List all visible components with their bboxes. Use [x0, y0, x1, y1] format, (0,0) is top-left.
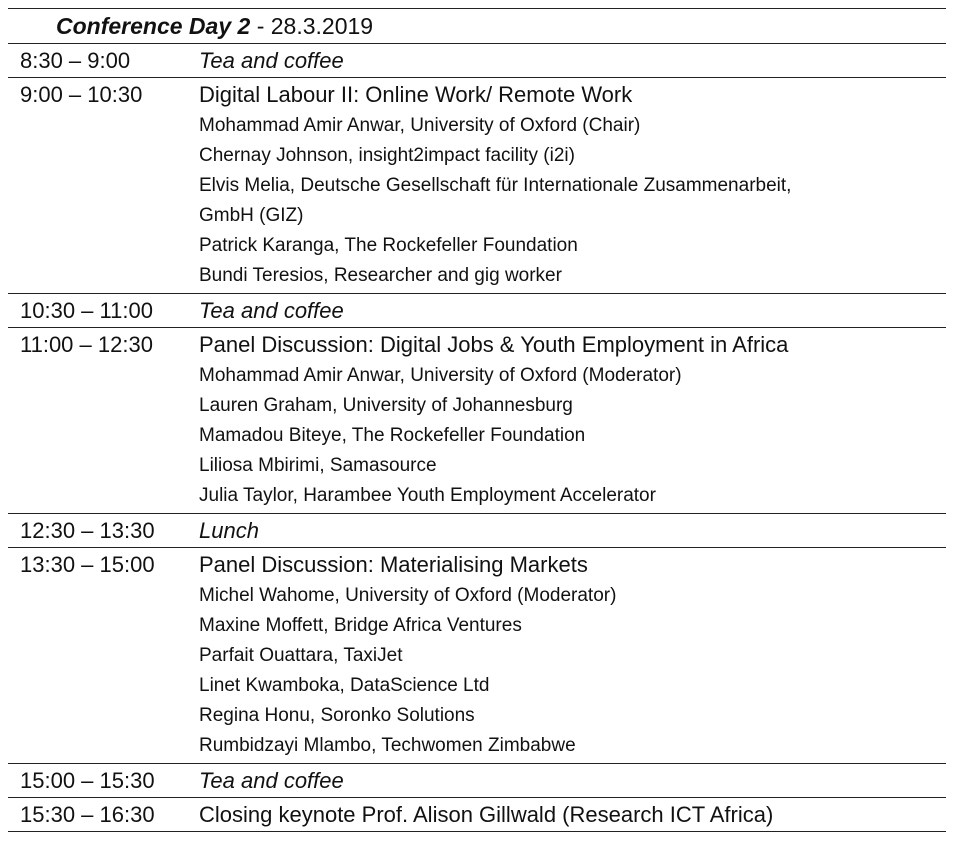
speaker-item: Mamadou Biteye, The Rockefeller Foundation [199, 425, 586, 446]
session-row [8, 513, 946, 547]
speaker-item: Patrick Karanga, The Rockefeller Foundation [199, 235, 578, 256]
session-title: Tea and coffee [199, 768, 344, 793]
session-time: 15:00 – 15:30 [20, 768, 155, 793]
session-row [8, 43, 946, 77]
speaker-item: Parfait Ouattara, TaxiJet [199, 645, 403, 666]
speaker-item: Michel Wahome, University of Oxford (Moderator) [199, 585, 617, 606]
session-content [199, 328, 946, 513]
session-title: Tea and coffee [199, 298, 344, 323]
session-title: Closing keynote Prof. Alison Gillwald (Research ICT Africa) [199, 802, 774, 827]
speaker-list [199, 581, 946, 763]
speaker-item: GmbH (GIZ) [199, 205, 304, 226]
session-content [199, 78, 946, 293]
speaker-item: Julia Taylor, Harambee Youth Employment Accelerator [199, 485, 656, 506]
session-content [199, 764, 946, 797]
session-time: 8:30 – 9:00 [20, 48, 131, 73]
speaker-item: Mohammad Amir Anwar, University of Oxford (Moderator) [199, 365, 682, 386]
session-title: Digital Labour II: Online Work/ Remote Work [199, 82, 633, 107]
conference-day-label: Conference Day 2 [56, 13, 251, 39]
session-row [8, 797, 946, 832]
speaker-list [199, 361, 946, 513]
session-time: 12:30 – 13:30 [20, 518, 155, 543]
session-time: 13:30 – 15:00 [20, 552, 155, 577]
speaker-item: Liliosa Mbirimi, Samasource [199, 455, 437, 476]
speaker-item: Mohammad Amir Anwar, University of Oxford (Chair) [199, 115, 641, 136]
speaker-item: Elvis Melia, Deutsche Gesellschaft für Internationale Zusammenarbeit, [199, 175, 792, 196]
agenda-table [8, 8, 946, 832]
session-row [8, 327, 946, 513]
speaker-item: Chernay Johnson, insight2impact facility (i2i) [199, 145, 575, 166]
speaker-item: Bundi Teresios, Researcher and gig worker [199, 265, 562, 286]
agenda-header [8, 8, 946, 43]
agenda-title [56, 13, 373, 40]
session-row [8, 547, 946, 763]
speaker-item: Maxine Moffett, Bridge Africa Ventures [199, 615, 522, 636]
speaker-item: Regina Honu, Soronko Solutions [199, 705, 475, 726]
session-title: Panel Discussion: Materialising Markets [199, 552, 588, 577]
session-time: 10:30 – 11:00 [20, 298, 153, 323]
conference-date: - 28.3.2019 [250, 13, 374, 39]
speaker-item: Linet Kwamboka, DataScience Ltd [199, 675, 490, 696]
session-title: Tea and coffee [199, 48, 344, 73]
session-title: Lunch [199, 518, 259, 543]
speaker-item: Rumbidzayi Mlambo, Techwomen Zimbabwe [199, 735, 576, 756]
session-content [199, 514, 946, 547]
session-content [199, 798, 946, 831]
session-rows [8, 43, 946, 832]
speaker-item: Lauren Graham, University of Johannesburg [199, 395, 573, 416]
speaker-list [199, 111, 946, 293]
session-time: 11:00 – 12:30 [20, 332, 153, 357]
session-time: 15:30 – 16:30 [20, 802, 155, 827]
session-content [199, 44, 946, 77]
session-time: 9:00 – 10:30 [20, 82, 143, 107]
session-row [8, 293, 946, 327]
session-row [8, 763, 946, 797]
session-content [199, 548, 946, 763]
session-content [199, 294, 946, 327]
session-title: Panel Discussion: Digital Jobs & Youth Employment in Africa [199, 332, 789, 357]
session-row [8, 77, 946, 293]
